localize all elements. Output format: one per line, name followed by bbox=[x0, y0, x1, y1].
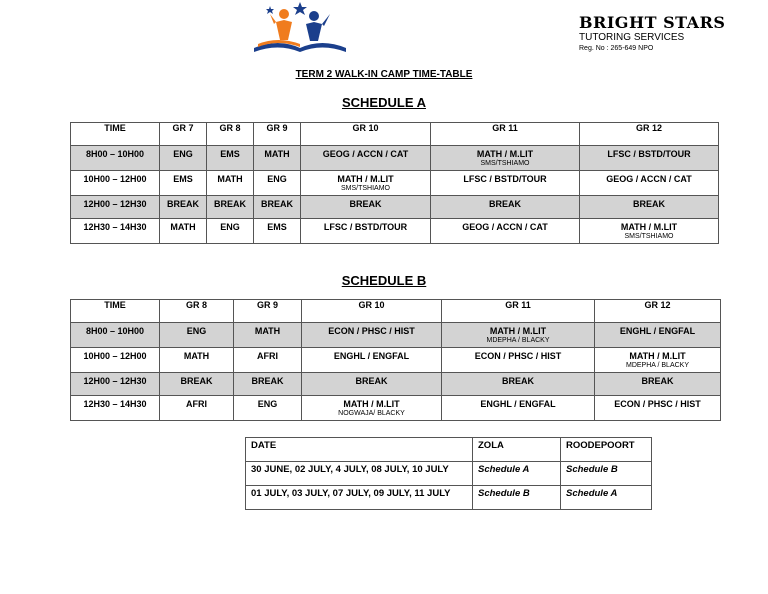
header-cell: GR 8 bbox=[207, 123, 254, 146]
cell-text: BREAK bbox=[213, 199, 246, 209]
cell-text: MATH bbox=[183, 351, 210, 361]
table-header-row bbox=[71, 123, 719, 146]
subject-cell bbox=[234, 396, 302, 421]
zola-schedule-cell: Schedule A bbox=[473, 462, 561, 486]
subject-cell bbox=[431, 171, 580, 196]
subject-cell bbox=[595, 348, 721, 373]
cell-text: 12H30 – 14H30 bbox=[83, 399, 147, 409]
cell-text: BREAK bbox=[355, 376, 388, 386]
header-cell: GR 9 bbox=[254, 123, 301, 146]
header-cell: GR 12 bbox=[580, 123, 719, 146]
cell-text: AFRI bbox=[186, 399, 207, 409]
cell-text: BREAK bbox=[180, 376, 213, 386]
subject-cell bbox=[254, 146, 301, 171]
time-cell bbox=[71, 219, 160, 244]
table-header-row bbox=[246, 438, 652, 462]
header-cell: GR 11 bbox=[442, 300, 595, 323]
schedule-b-table bbox=[70, 299, 721, 421]
table-row bbox=[71, 373, 721, 396]
table-row bbox=[71, 348, 721, 373]
cell-text: ENG bbox=[257, 399, 278, 409]
subject-cell bbox=[431, 219, 580, 244]
header-cell: GR 10 bbox=[302, 300, 442, 323]
header-cell: ZOLA bbox=[473, 438, 561, 462]
header-cell: TIME bbox=[71, 123, 160, 146]
date-cell: 30 JUNE, 02 JULY, 4 JULY, 08 JULY, 10 JULY bbox=[246, 462, 473, 486]
subject-cell bbox=[160, 196, 207, 219]
cell-text: LFSC / BSTD/TOUR bbox=[463, 174, 547, 184]
cell-text: BREAK bbox=[632, 199, 665, 209]
cell-text: ENG bbox=[186, 326, 207, 336]
cell-text: MATH / M.LIT bbox=[620, 222, 678, 232]
time-cell bbox=[71, 171, 160, 196]
cell-text: BREAK bbox=[349, 199, 382, 209]
subject-cell bbox=[302, 348, 442, 373]
cell-text: 12H00 – 12H30 bbox=[83, 199, 147, 209]
cell-text: ENG bbox=[173, 149, 193, 159]
subject-cell bbox=[580, 219, 719, 244]
header-cell: GR 8 bbox=[160, 300, 234, 323]
subject-cell bbox=[301, 219, 431, 244]
cell-text: MATH bbox=[254, 326, 281, 336]
cell-text: EMS bbox=[220, 149, 240, 159]
subject-cell bbox=[160, 323, 234, 348]
subject-cell bbox=[431, 146, 580, 171]
subject-cell bbox=[207, 196, 254, 219]
subject-cell bbox=[254, 219, 301, 244]
table-row bbox=[71, 323, 721, 348]
subject-cell bbox=[442, 396, 595, 421]
brand-reg: Reg. No : 265-649 NPO bbox=[579, 45, 654, 52]
cell-text: ECON / PHSC / HIST bbox=[328, 326, 415, 336]
subject-cell bbox=[442, 348, 595, 373]
header-cell: DATE bbox=[246, 438, 473, 462]
teacher-note: MDEPHA / BLACKY bbox=[625, 362, 690, 369]
header-cell: GR 9 bbox=[234, 300, 302, 323]
cell-text: ENG bbox=[220, 222, 240, 232]
cell-text: ECON / PHSC / HIST bbox=[474, 351, 562, 361]
header-cell: ROODEPOORT bbox=[561, 438, 652, 462]
subject-cell bbox=[207, 219, 254, 244]
cell-text: 8H00 – 10H00 bbox=[85, 149, 145, 159]
cell-text: AFRI bbox=[257, 351, 278, 361]
cell-text: GEOG / ACCN / CAT bbox=[322, 149, 409, 159]
teacher-note: SMS/TSHIAMO bbox=[340, 185, 390, 192]
cell-text: MATH / M.LIT bbox=[343, 399, 400, 409]
table-row bbox=[71, 196, 719, 219]
subject-cell bbox=[234, 348, 302, 373]
table-row bbox=[71, 396, 721, 421]
teacher-note: MDEPHA / BLACKY bbox=[486, 337, 550, 344]
logo-graphic-icon bbox=[218, 0, 358, 56]
subject-cell bbox=[580, 171, 719, 196]
cell-text: ENGHL / ENGFAL bbox=[480, 399, 556, 409]
cell-text: BREAK bbox=[641, 376, 674, 386]
time-cell bbox=[71, 196, 160, 219]
table-row bbox=[246, 486, 652, 510]
zola-schedule-cell: Schedule B bbox=[473, 486, 561, 510]
subject-cell bbox=[302, 323, 442, 348]
subject-cell bbox=[207, 146, 254, 171]
cell-text: MATH bbox=[170, 222, 196, 232]
cell-text: MATH / M.LIT bbox=[476, 149, 534, 159]
schedule-a-title: SCHEDULE A bbox=[341, 95, 427, 110]
cell-text: 12H00 – 12H30 bbox=[83, 376, 147, 386]
subject-cell bbox=[301, 196, 431, 219]
cell-text: MATH / M.LIT bbox=[489, 326, 547, 336]
cell-text: MATH bbox=[217, 174, 243, 184]
cell-text: GEOG / ACCN / CAT bbox=[462, 222, 548, 232]
subject-cell bbox=[160, 396, 234, 421]
header-cell: TIME bbox=[71, 300, 160, 323]
cell-text: ECON / PHSC / HIST bbox=[614, 399, 701, 409]
subject-cell bbox=[234, 323, 302, 348]
subject-cell bbox=[301, 171, 431, 196]
time-cell bbox=[71, 396, 160, 421]
subject-cell bbox=[160, 146, 207, 171]
cell-text: BREAK bbox=[166, 199, 199, 209]
subject-cell bbox=[207, 171, 254, 196]
roodepoort-schedule-cell: Schedule B bbox=[561, 462, 652, 486]
time-cell bbox=[71, 146, 160, 171]
table-row bbox=[71, 219, 719, 244]
subject-cell bbox=[431, 196, 580, 219]
cell-text: EMS bbox=[267, 222, 287, 232]
teacher-note: SMS/TSHIAMO bbox=[480, 160, 530, 167]
subject-cell bbox=[302, 396, 442, 421]
cell-text: GEOG / ACCN / CAT bbox=[606, 174, 692, 184]
subject-cell bbox=[301, 146, 431, 171]
schedule-a-table bbox=[70, 122, 719, 244]
cell-text: MATH / M.LIT bbox=[337, 174, 394, 184]
subject-cell bbox=[160, 219, 207, 244]
subject-cell bbox=[160, 373, 234, 396]
table-row bbox=[71, 171, 719, 196]
dates-table bbox=[245, 437, 652, 510]
cell-text: LFSC / BSTD/TOUR bbox=[323, 222, 408, 232]
cell-text: ENGHL / ENGFAL bbox=[619, 326, 696, 336]
cell-text: 10H00 – 12H00 bbox=[83, 351, 147, 361]
header-cell: GR 11 bbox=[431, 123, 580, 146]
brand-tagline: TUTORING SERVICES bbox=[579, 32, 685, 43]
table-row bbox=[71, 146, 719, 171]
subject-cell bbox=[580, 146, 719, 171]
cell-text: MATH / M.LIT bbox=[629, 351, 686, 361]
cell-text: 8H00 – 10H00 bbox=[85, 326, 145, 336]
subject-cell bbox=[442, 373, 595, 396]
header-cell: GR 10 bbox=[301, 123, 431, 146]
cell-text: ENGHL / ENGFAL bbox=[333, 351, 410, 361]
teacher-note: SMS/TSHIAMO bbox=[624, 233, 674, 240]
cell-text: EMS bbox=[173, 174, 193, 184]
cell-text: BREAK bbox=[260, 199, 293, 209]
subject-cell bbox=[580, 196, 719, 219]
cell-text: 12H30 – 14H30 bbox=[83, 222, 147, 232]
subject-cell bbox=[595, 373, 721, 396]
cell-text: BREAK bbox=[488, 199, 521, 209]
document-title: TERM 2 WALK-IN CAMP TIME-TABLE bbox=[295, 69, 473, 80]
subject-cell bbox=[254, 171, 301, 196]
header-cell: GR 7 bbox=[160, 123, 207, 146]
cell-text: BREAK bbox=[501, 376, 534, 386]
brand-logo bbox=[218, 0, 726, 56]
subject-cell bbox=[234, 373, 302, 396]
date-cell: 01 JULY, 03 JULY, 07 JULY, 09 JULY, 11 JULY bbox=[246, 486, 473, 510]
subject-cell bbox=[595, 323, 721, 348]
table-row bbox=[246, 462, 652, 486]
cell-text: BREAK bbox=[251, 376, 284, 386]
brand-name: BRIGHT STARS bbox=[579, 13, 726, 32]
teacher-note: NOGWAJA/ BLACKY bbox=[338, 410, 405, 417]
time-cell bbox=[71, 373, 160, 396]
time-cell bbox=[71, 348, 160, 373]
roodepoort-schedule-cell: Schedule A bbox=[561, 486, 652, 510]
subject-cell bbox=[442, 323, 595, 348]
subject-cell bbox=[302, 373, 442, 396]
table-header-row bbox=[71, 300, 721, 323]
cell-text: MATH bbox=[264, 149, 290, 159]
schedule-b-title: SCHEDULE B bbox=[341, 273, 427, 288]
subject-cell bbox=[595, 396, 721, 421]
subject-cell bbox=[254, 196, 301, 219]
header-cell: GR 12 bbox=[595, 300, 721, 323]
cell-text: ENG bbox=[267, 174, 287, 184]
subject-cell bbox=[160, 171, 207, 196]
cell-text: 10H00 – 12H00 bbox=[83, 174, 147, 184]
time-cell bbox=[71, 323, 160, 348]
subject-cell bbox=[160, 348, 234, 373]
cell-text: LFSC / BSTD/TOUR bbox=[607, 149, 691, 159]
